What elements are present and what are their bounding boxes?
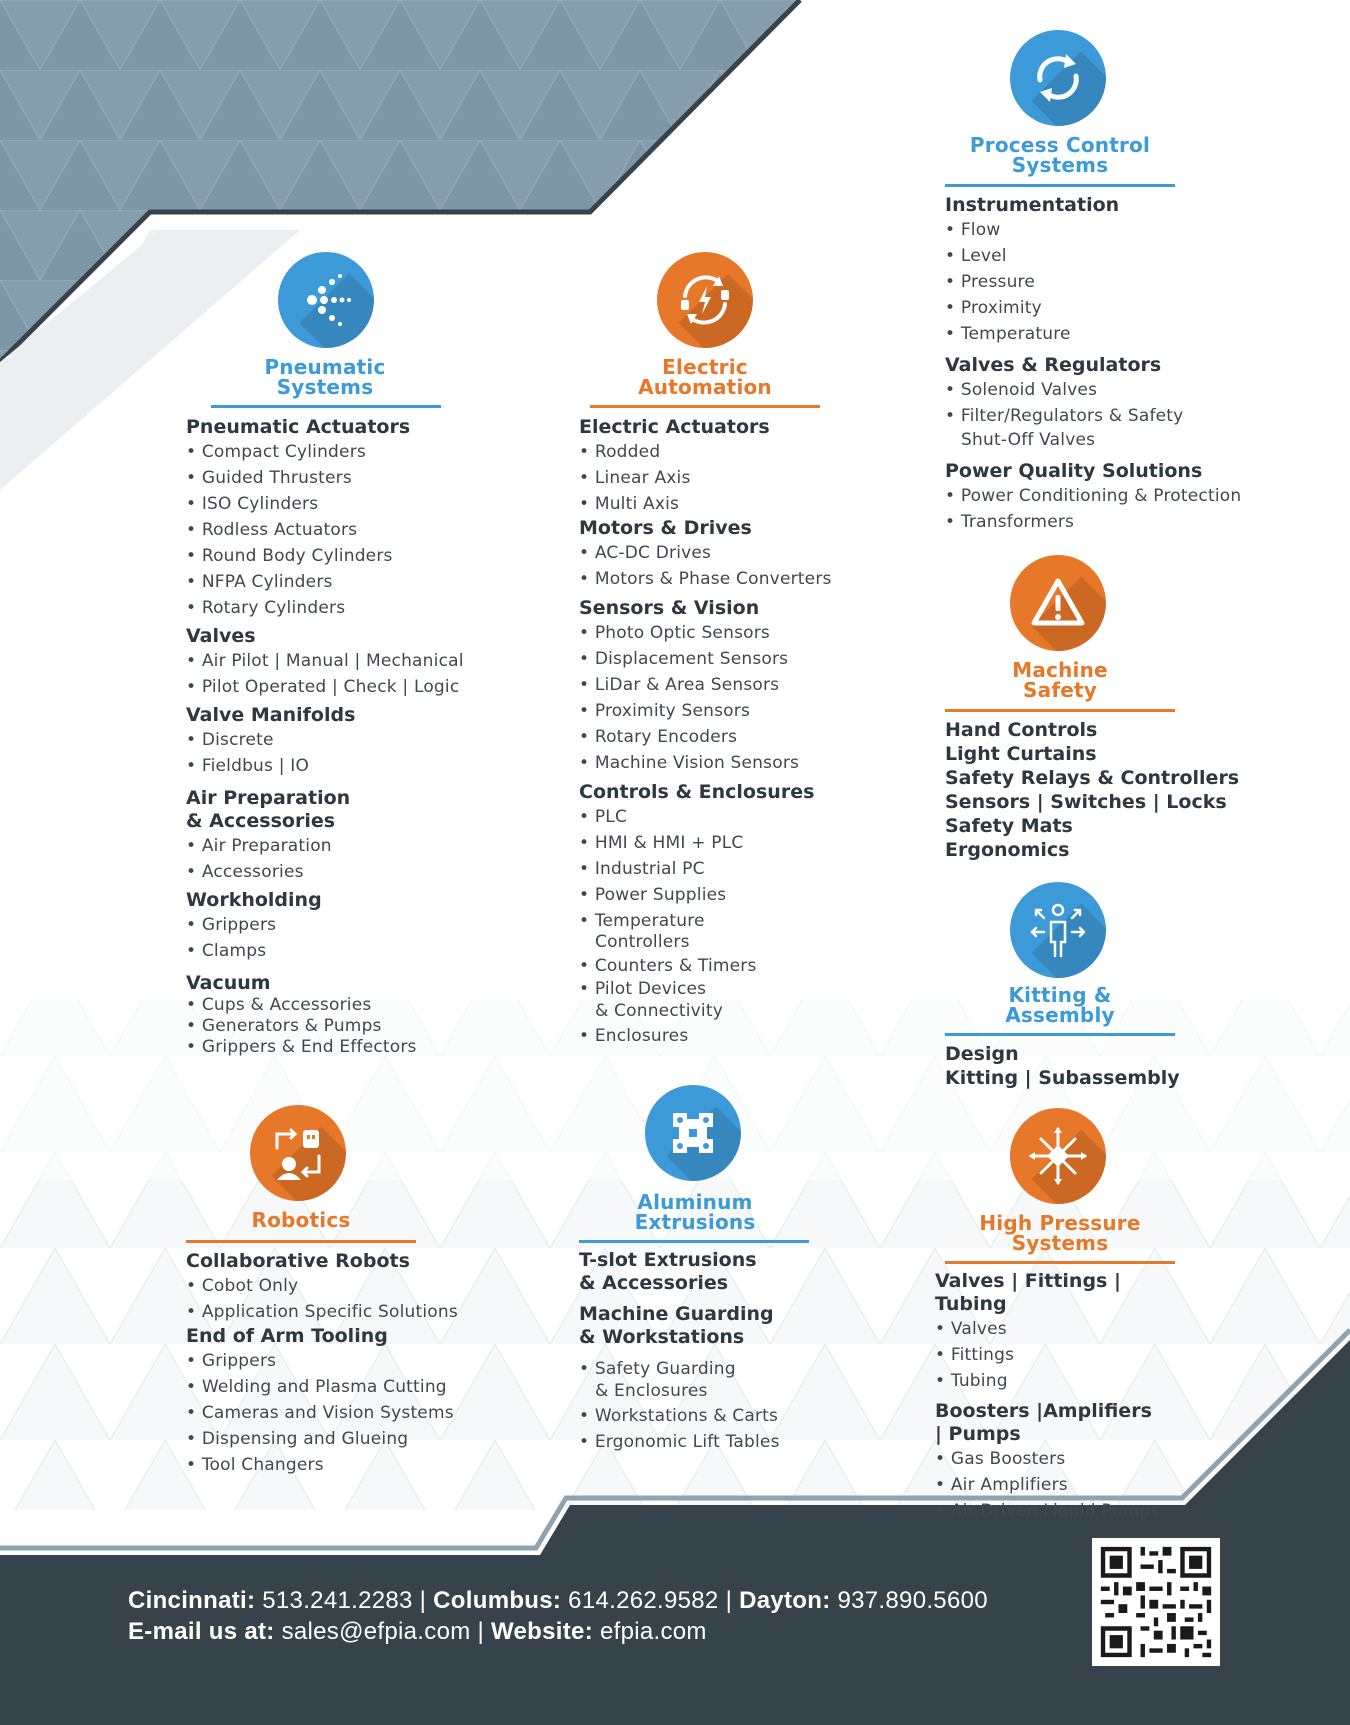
list-item: • Air Preparation [186,836,332,856]
group-heading: Workholding [186,889,322,911]
kitting-icon-badge [1010,882,1106,978]
phone-dayton[interactable]: 937.890.5600 [837,1587,988,1614]
separator: | [477,1618,485,1645]
aluminum-rule [579,1240,809,1243]
list-item: • Level [945,246,1007,266]
list-item: • Dispensing and Glueing [186,1429,409,1449]
qr-code[interactable] [1092,1538,1220,1666]
list-item: • Proximity Sensors [579,701,751,721]
email-label: E-mail us at: [128,1618,275,1645]
group-heading: T-slot Extrusions [579,1249,757,1271]
list-item-cont: Controllers [595,932,690,952]
group-heading-cont: & Workstations [579,1326,745,1348]
group-heading: Boosters |Amplifiers | Pumps [935,1400,1152,1445]
list-item: • Motors & Phase Converters [579,569,832,589]
group-heading: Machine Guarding [579,1303,774,1325]
list-item: • Grippers [186,915,277,935]
website-label: Website: [491,1618,593,1645]
email-link[interactable]: sales@efpia.com [281,1618,471,1645]
electric-rule [590,405,820,408]
group-heading: Controls & Enclosures [579,781,815,803]
list-item: • Flow [945,220,1001,240]
pressure-icon-badge [1010,1108,1106,1204]
list-item: • Fieldbus | IO [186,756,310,776]
pressure-rule [945,1261,1175,1264]
list-item: • Proximity [945,298,1042,318]
group-heading: Sensors & Vision [579,597,760,619]
list-item: • PLC [579,807,628,827]
list-item: • Rotary Cylinders [186,598,346,618]
list-item: • Counters & Timers [579,956,757,976]
list-item: • HMI & HMI + PLC [579,833,744,853]
safety-line: Safety Relays & Controllers [945,767,1240,789]
list-item: • LiDar & Area Sensors [579,675,780,695]
list-item-cont: & Enclosures [595,1381,708,1401]
list-item: • Pressure [945,272,1036,292]
list-item: • ISO Cylinders [186,494,319,514]
group-heading: Valve Manifolds [186,704,356,726]
group-heading: Pneumatic Actuators [186,416,411,438]
list-item: • Enclosures [579,1026,689,1046]
list-item: • Industrial PC [579,859,705,879]
list-item: • Application Specific Solutions [186,1302,458,1322]
separator: | [419,1587,427,1614]
group-heading: Power Quality Solutions [945,460,1203,482]
list-item: • Safety Guarding [579,1359,736,1379]
group-heading: Instrumentation [945,194,1120,216]
group-heading: Valves [186,625,256,647]
list-item: • Cobot Only [186,1276,299,1296]
separator: | [725,1587,733,1614]
refresh-cycle-icon [1028,48,1088,108]
group-heading: Collaborative Robots [186,1250,410,1272]
aluminum-title-line2: Extrusions [634,1210,756,1234]
power-plug-cycle-icon [673,268,737,332]
pneumatic-icon-badge [278,252,374,348]
electric-title-line1: Electric [662,355,748,379]
robot-exchange-icon [267,1122,329,1184]
group-heading: Vacuum [186,972,271,994]
list-item: • Tool Changers [186,1455,324,1475]
robotics-title: Robotics [251,1208,351,1232]
pneumatic-rule [211,405,441,408]
phone-cincinnati[interactable]: 513.241.2283 [262,1587,413,1614]
list-item: • Multi Axis [579,494,680,514]
safety-icon-badge [1010,555,1106,651]
list-item: • Rotary Encoders [579,727,738,747]
pressure-title-line2: Systems [1011,1231,1109,1255]
list-item: • Temperature [945,324,1071,344]
list-item: • Air Driven Liquid Pumps [935,1501,1160,1521]
list-item: • Solenoid Valves [945,380,1098,400]
list-item-cont: & Connectivity [595,1001,723,1021]
city-dayton: Dayton: [739,1587,831,1614]
list-item: • Photo Optic Sensors [579,623,770,643]
list-item: • Linear Axis [579,468,691,488]
group-heading: Motors & Drives [579,517,752,539]
safety-title-line2: Safety [1023,678,1097,702]
city-cincinnati: Cincinnati: [128,1587,256,1614]
person-arrows-icon [1026,898,1090,962]
list-item: • Gas Boosters [935,1449,1066,1469]
list-item: • Discrete [186,730,274,750]
website-link[interactable]: efpia.com [599,1618,707,1645]
list-item: • Cups & Accessories [186,995,372,1015]
warning-triangle-icon [1028,573,1088,633]
electric-icon-badge [657,252,753,348]
group-heading-cont: & Accessories [579,1272,729,1294]
list-item: • Accessories [186,862,304,882]
list-item: • Welding and Plasma Cutting [186,1377,447,1397]
list-item: • AC-DC Drives [579,543,712,563]
list-item: • Transformers [945,512,1075,532]
list-item: • Displacement Sensors [579,649,789,669]
dots-arrow-icon [296,270,356,330]
robotics-rule [186,1240,416,1243]
list-item: • Tubing [935,1371,1008,1391]
group-heading-cont: & Accessories [186,810,336,832]
list-item: • NFPA Cylinders [186,572,333,592]
city-columbus: Columbus: [433,1587,562,1614]
list-item: • Power Supplies [579,885,727,905]
list-item: • Air Amplifiers [935,1475,1068,1495]
safety-line: Hand Controls [945,719,1098,741]
high-pressure-burst-icon [1027,1125,1089,1187]
list-item: • Fittings [935,1345,1015,1365]
extrusion-profile-icon [665,1105,721,1161]
safety-rule [945,709,1175,712]
group-heading: Valves | Fittings | Tubing [935,1270,1121,1315]
list-item: • Pilot Operated | Check | Logic [186,677,460,697]
kitting-rule [945,1033,1175,1036]
safety-line: Sensors | Switches | Locks [945,791,1227,813]
list-item: • Compact Cylinders [186,442,366,462]
pneumatic-title-line2: Systems [276,375,374,399]
list-item: • Rodded [579,442,661,462]
aluminum-icon-badge [645,1085,741,1181]
list-item: • Filter/Regulators & Safety [945,406,1184,426]
list-item: • Power Conditioning & Protection [945,486,1242,506]
list-item: • Machine Vision Sensors [579,753,800,773]
safety-line: Ergonomics [945,839,1070,861]
robotics-icon-badge [250,1105,346,1201]
list-item: • Ergonomic Lift Tables [579,1432,780,1452]
aluminum-title-line1: Aluminum [637,1190,753,1214]
list-item: • Workstations & Carts [579,1406,779,1426]
list-item: • Pilot Devices [579,979,707,999]
pneumatic-title-line1: Pneumatic [264,355,386,379]
process-title-line1: Process Control [969,133,1151,157]
list-item: • Valves [935,1319,1007,1339]
list-item: • Generators & Pumps [186,1016,382,1036]
process-title-line2: Systems [1011,153,1109,177]
electric-title-line2: Automation [638,375,772,399]
safety-line: Light Curtains [945,743,1097,765]
group-heading: End of Arm Tooling [186,1325,388,1347]
list-item: • Round Body Cylinders [186,546,393,566]
list-item: • Air Pilot | Manual | Mechanical [186,651,464,671]
group-heading: Valves & Regulators [945,354,1162,376]
list-item-cont: Shut-Off Valves [961,430,1096,450]
list-item: • Grippers [186,1351,277,1371]
footer-contact [128,1618,707,1646]
kitting-line: Kitting | Subassembly [945,1067,1180,1089]
footer-phones [128,1587,988,1615]
safety-line: Safety Mats [945,815,1073,837]
list-item: • Grippers & End Effectors [186,1037,417,1057]
group-heading: Air Preparation [186,787,351,809]
group-heading: Electric Actuators [579,416,770,438]
process-icon-badge [1010,30,1106,126]
kitting-line: Design [945,1043,1019,1065]
list-item: • Temperature [579,911,705,931]
list-item: • Guided Thrusters [186,468,352,488]
phone-columbus[interactable]: 614.262.9582 [568,1587,719,1614]
list-item: • Rodless Actuators [186,520,358,540]
pressure-title-line1: High Pressure [979,1211,1141,1235]
list-item: • Clamps [186,941,267,961]
safety-title-line1: Machine [1012,658,1108,682]
kitting-title-line1: Kitting & [1008,983,1112,1007]
process-rule [945,184,1175,187]
list-item: • Cameras and Vision Systems [186,1403,454,1423]
kitting-title-line2: Assembly [1005,1003,1115,1027]
